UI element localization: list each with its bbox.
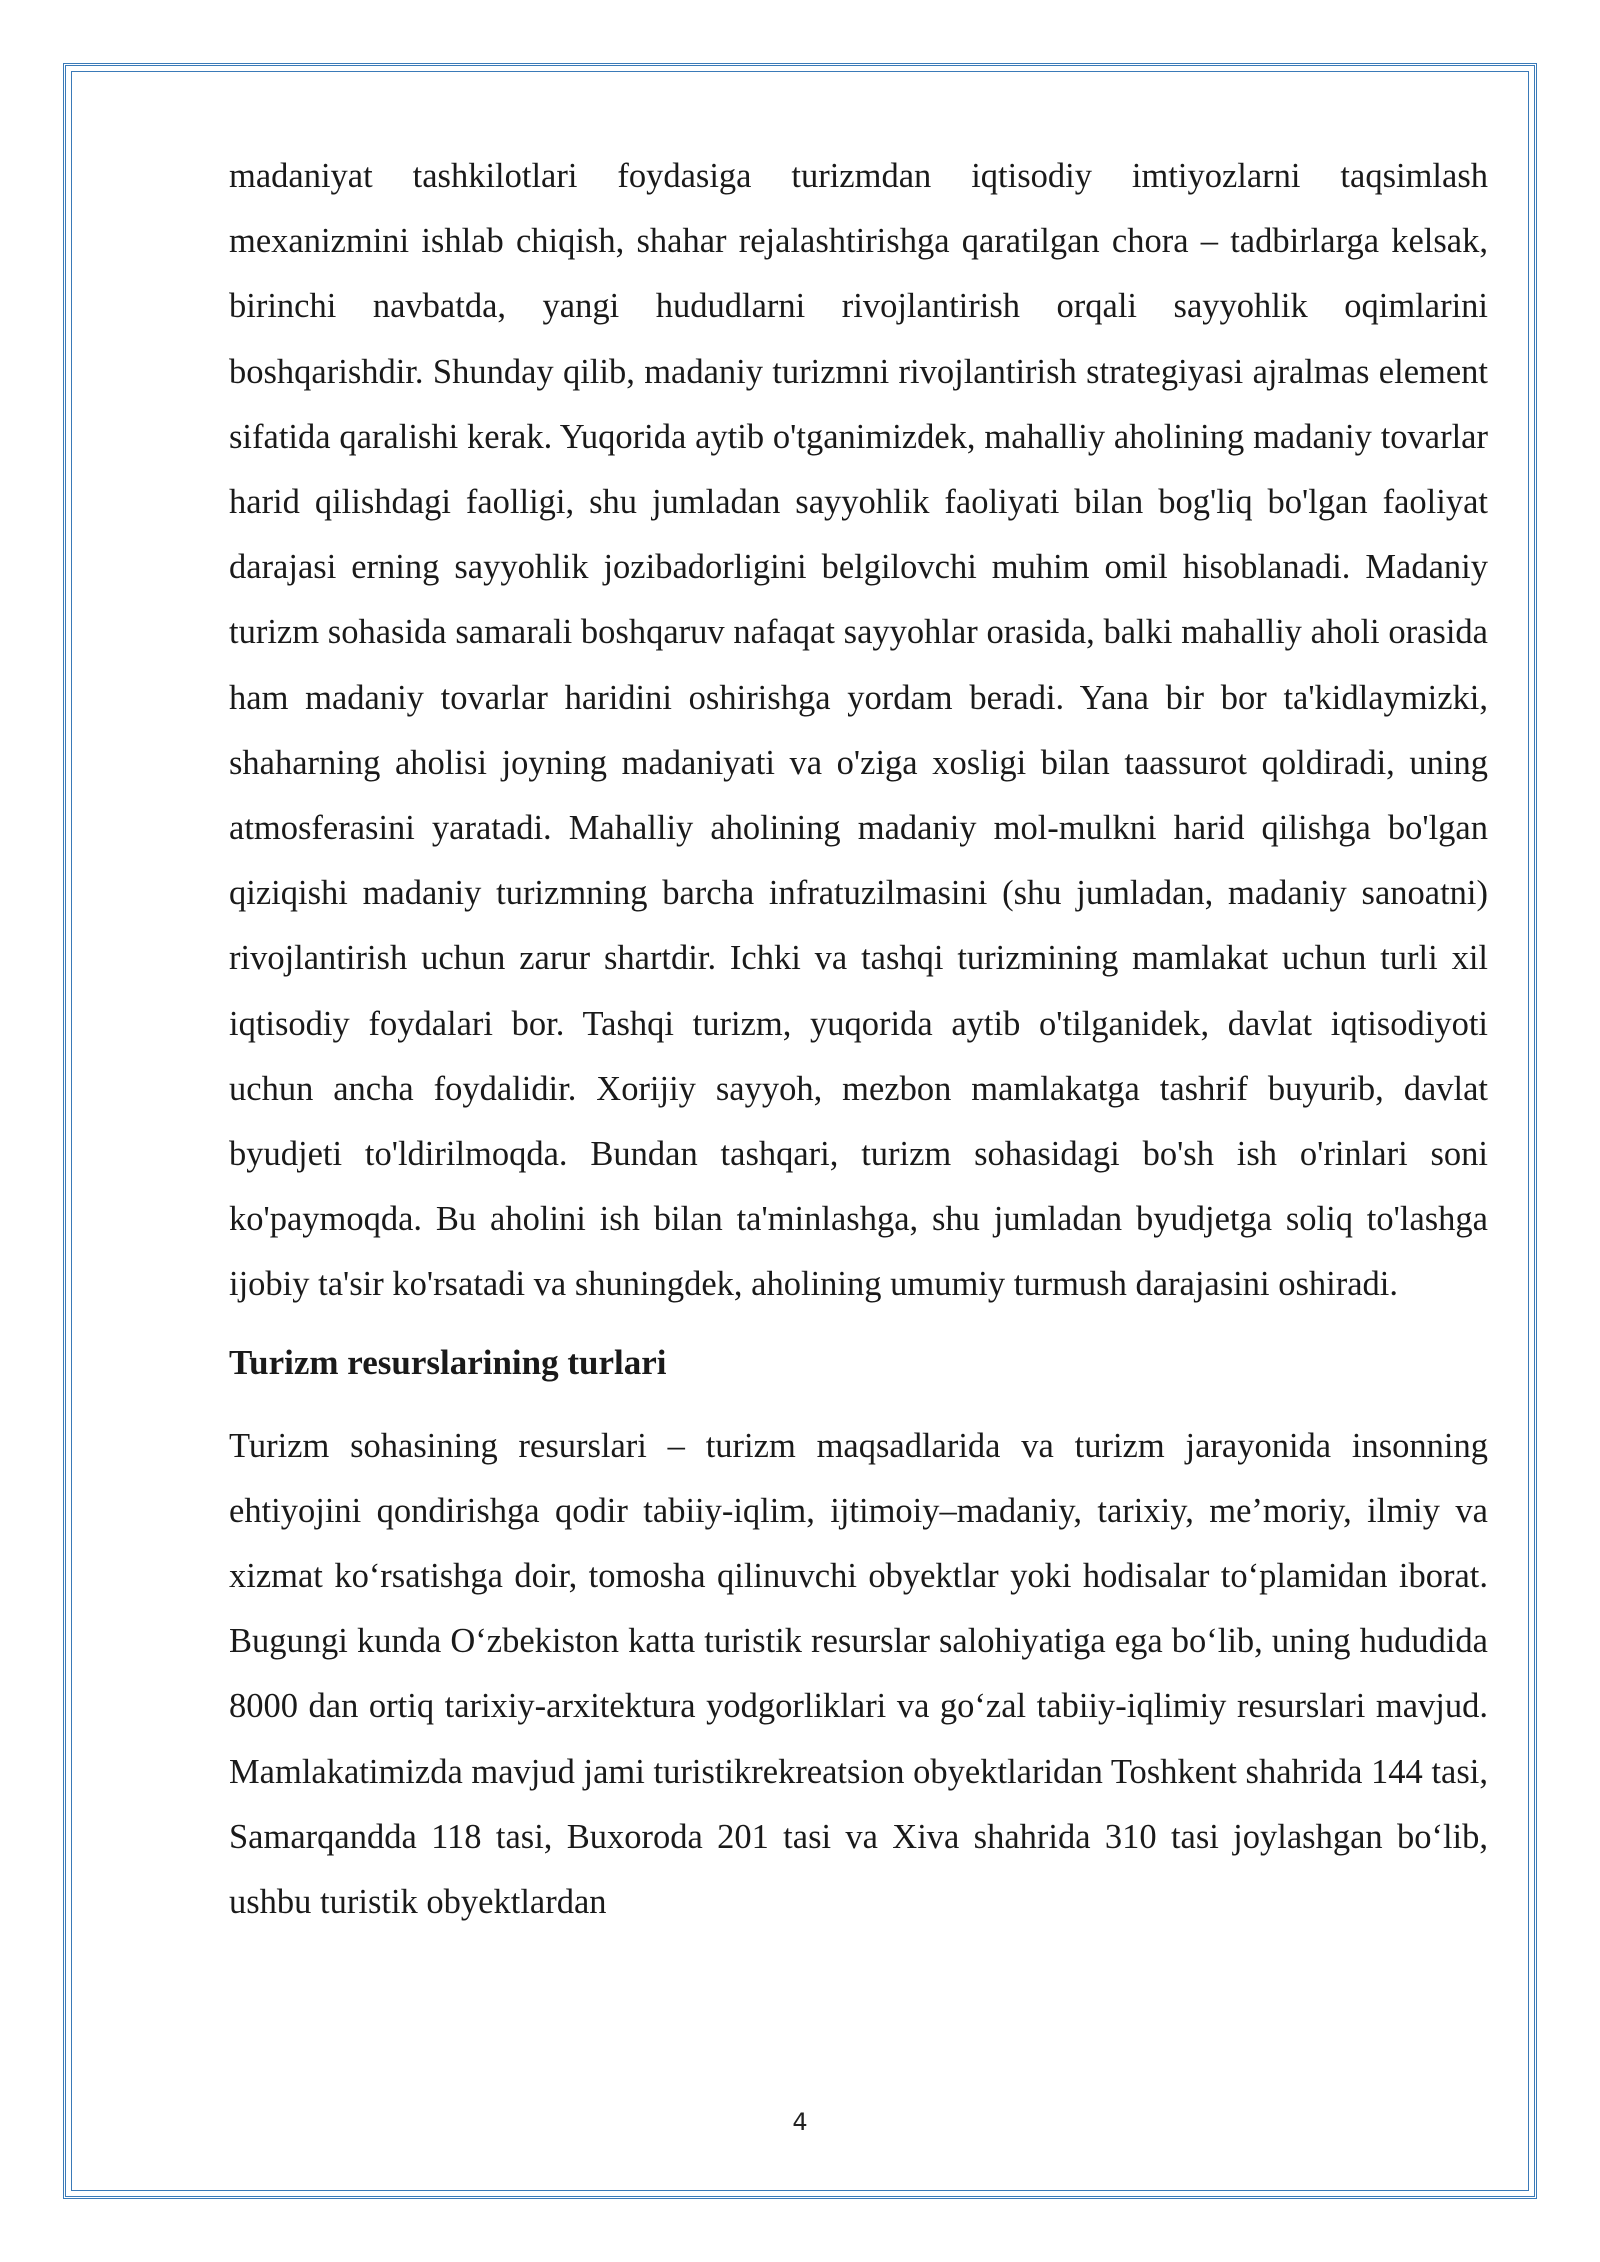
body-paragraph-2: Turizm sohasining resurslari – turizm maqsadlarida va turizm jarayonida insonning ehtiyojini qondirishga qodir tabiiy-iqlim, ijtimoiy–madaniy, tarixiy, me’moriy, ilmiy va xizmat ko‘rsatishga doir, tomosha qilinuvchi obyektlar yoki hodisalar to‘plamidan iborat. Bugungi kunda O‘zbekiston katta turistik resurslar salohiyatiga ega bo‘lib, uning hududida 8000 dan ortiq tarixiy-arxitektura yodgorliklari va go‘zal tabiiy-iqlimiy resurslari mavjud. Mamlakatimizda mavjud jami turistikrekreatsion obyektlaridan Toshkent shahrida 144 tasi, Samarqandda 118 tasi, Buxoroda 201 tasi va Xiva shahrida 310 tasi joylashgan bo‘lib, ushbu turistik obyektlardan — [229, 1426, 1488, 1922]
body-paragraph-1: madaniyat tashkilotlari foydasiga turizmdan iqtisodiy imtiyozlarni taqsimlash mexanizmini ishlab chiqish, shahar rejalashtirishga qaratilgan chora – tadbirlarga kelsak, birinchi navbatda, yangi hududlarni rivojlantirish orqali sayyohlik oqimlarini boshqarishdir. Shunday qilib, madaniy turizmni rivojlantirish strategiyasi ajralmas element sifatida qaralishi kerak. Yuqorida aytib o'tganimizdek, mahalliy aholining madaniy tovarlar harid qilishdagi faolligi, shu jumladan sayyohlik faoliyati bilan bog'liq bo'lgan faoliyat darajasi erning sayyohlik jozibadorligini belgilovchi muhim omil hisoblanadi. Madaniy turizm sohasida samarali boshqaruv nafaqat sayyohlar orasida, balki mahalliy aholi orasida ham madaniy tovarlar haridini oshirishga yordam beradi. Yana bir bor ta'kidlaymizki, shaharning aholisi joyning madaniyati va o'ziga xosligi bilan taassurot qoldiradi, uning atmosferasini yaratadi. Mahalliy aholining madaniy mol-mulkni harid qilishga bo'lgan qiziqishi madaniy turizmning barcha infratuzilmasini (shu jumladan, madaniy sanoatni) rivojlantirish uchun zarur shartdir. Ichki va tashqi turizmining mamlakat uchun turli xil iqtisodiy foydalari bor. Tashqi turizm, yuqorida aytib o'tilganidek, davlat iqtisodiyoti uchun ancha foydalidir. Xorijiy sayyoh, mezbon mamlakatga tashrif buyurib, davlat byudjeti to'ldirilmoqda. Bundan tashqari, turizm sohasidagi bo'sh ish o'rinlari soni ko'paymoqda. Bu aholini ish bilan ta'minlashga, shu jumladan byudjetga soliq to'lashga ijobiy ta'sir ko'rsatadi va shuningdek, aholining umumiy turmush darajasini oshiradi. — [229, 157, 1488, 1304]
page-number: 4 — [792, 2108, 808, 2136]
section-heading: Turizm resurslarining turlari — [229, 1342, 667, 1382]
document-body — [229, 144, 1488, 1935]
